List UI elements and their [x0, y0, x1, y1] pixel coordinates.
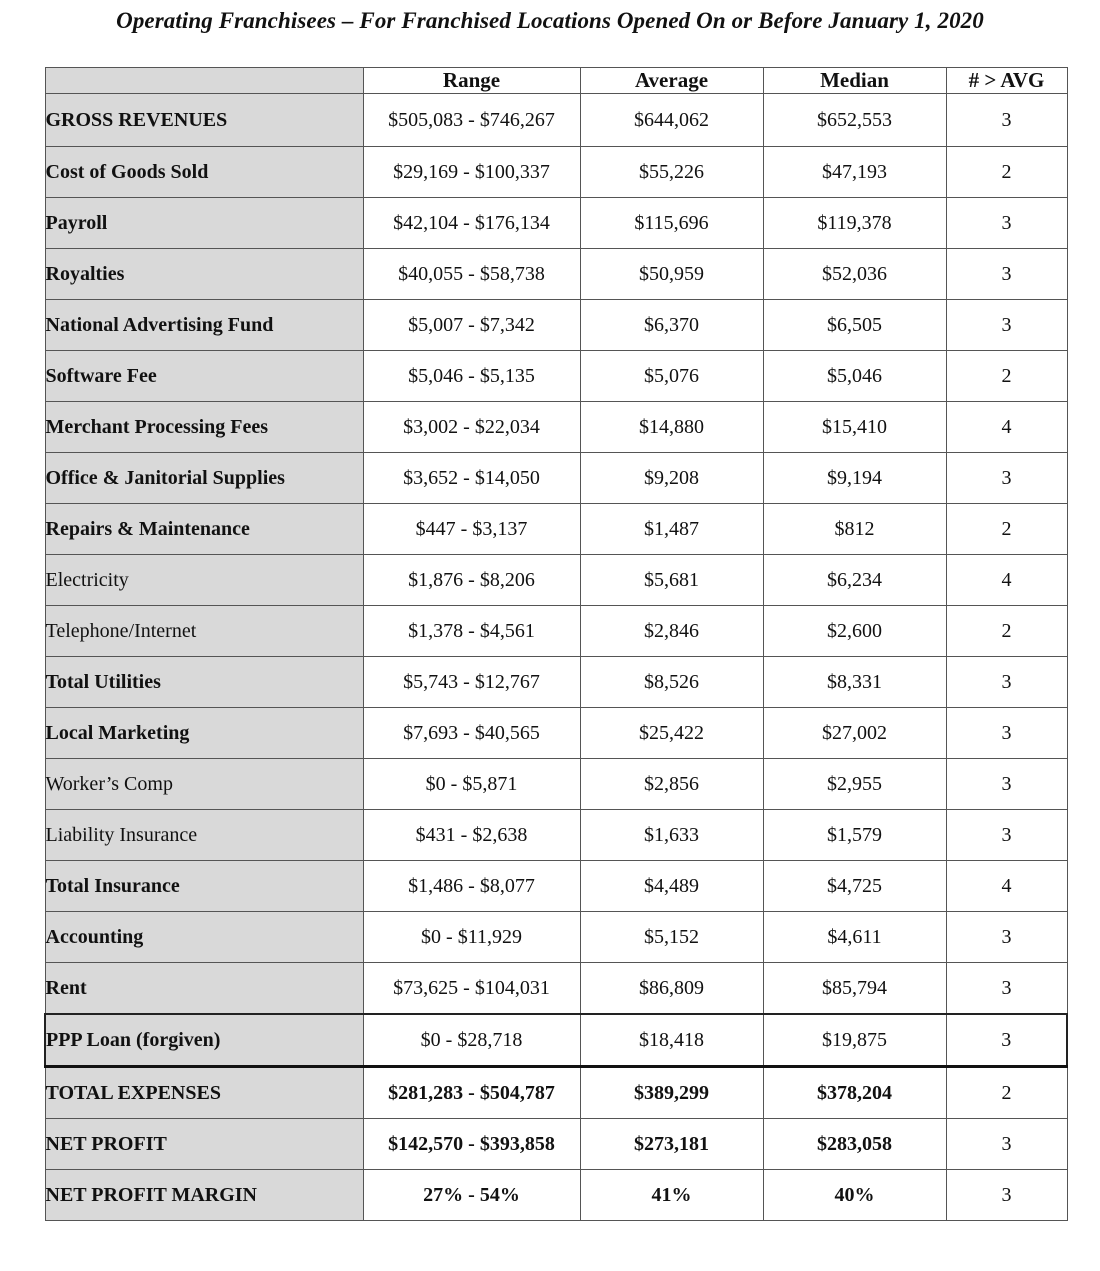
average-cell: $2,856: [580, 759, 763, 810]
table-row: [45, 453, 1067, 504]
average-cell: $5,152: [580, 912, 763, 963]
count-cell: 2: [946, 351, 1067, 402]
count-cell: 3: [946, 912, 1067, 963]
row-label: Royalties: [45, 249, 363, 300]
row-label: Accounting: [45, 912, 363, 963]
row-label: Total Utilities: [45, 657, 363, 708]
average-cell: $644,062: [580, 94, 763, 147]
median-cell: $378,204: [763, 1067, 946, 1119]
average-cell: $14,880: [580, 402, 763, 453]
row-label: TOTAL EXPENSES: [45, 1067, 363, 1119]
range-cell: $1,876 - $8,206: [363, 555, 580, 606]
table-row: [45, 300, 1067, 351]
range-cell: $1,378 - $4,561: [363, 606, 580, 657]
average-cell: $4,489: [580, 861, 763, 912]
count-cell: 3: [946, 810, 1067, 861]
range-cell: $3,652 - $14,050: [363, 453, 580, 504]
row-label: NET PROFIT MARGIN: [45, 1170, 363, 1221]
range-cell: $42,104 - $176,134: [363, 198, 580, 249]
table-row: [45, 504, 1067, 555]
average-cell: $5,076: [580, 351, 763, 402]
median-cell: $4,725: [763, 861, 946, 912]
column-header-median: Median: [763, 68, 946, 94]
row-label: Cost of Goods Sold: [45, 147, 363, 198]
average-cell: $115,696: [580, 198, 763, 249]
median-cell: $1,579: [763, 810, 946, 861]
row-label: Software Fee: [45, 351, 363, 402]
financial-performance-table: [44, 67, 1068, 1221]
average-cell: $8,526: [580, 657, 763, 708]
row-label: Rent: [45, 963, 363, 1015]
count-cell: 4: [946, 402, 1067, 453]
table-row: [45, 861, 1067, 912]
average-cell: $9,208: [580, 453, 763, 504]
row-label: Payroll: [45, 198, 363, 249]
row-label: Local Marketing: [45, 708, 363, 759]
table-row: [45, 1170, 1067, 1221]
count-cell: 4: [946, 861, 1067, 912]
header-blank-cell: [45, 68, 363, 94]
median-cell: $119,378: [763, 198, 946, 249]
range-cell: $0 - $28,718: [363, 1014, 580, 1067]
range-cell: $5,046 - $5,135: [363, 351, 580, 402]
row-label: GROSS REVENUES: [45, 94, 363, 147]
median-cell: $15,410: [763, 402, 946, 453]
table-row: [45, 147, 1067, 198]
row-label: Telephone/Internet: [45, 606, 363, 657]
average-cell: $50,959: [580, 249, 763, 300]
row-label: Repairs & Maintenance: [45, 504, 363, 555]
table-row: [45, 1014, 1067, 1067]
average-cell: $25,422: [580, 708, 763, 759]
row-label: National Advertising Fund: [45, 300, 363, 351]
average-cell: $1,633: [580, 810, 763, 861]
count-cell: 3: [946, 1014, 1067, 1067]
average-cell: $5,681: [580, 555, 763, 606]
range-cell: $0 - $5,871: [363, 759, 580, 810]
median-cell: $8,331: [763, 657, 946, 708]
range-cell: $7,693 - $40,565: [363, 708, 580, 759]
table-row: [45, 657, 1067, 708]
table-row: [45, 759, 1067, 810]
median-cell: $4,611: [763, 912, 946, 963]
count-cell: 4: [946, 555, 1067, 606]
table-row: [45, 1067, 1067, 1119]
count-cell: 3: [946, 759, 1067, 810]
table-row: [45, 351, 1067, 402]
average-cell: $273,181: [580, 1119, 763, 1170]
median-cell: $2,955: [763, 759, 946, 810]
count-cell: 2: [946, 606, 1067, 657]
median-cell: $85,794: [763, 963, 946, 1015]
count-cell: 3: [946, 963, 1067, 1015]
median-cell: $283,058: [763, 1119, 946, 1170]
document-title: Operating Franchisees – For Franchised Locations Opened On or Before January 1, 2020: [116, 8, 984, 33]
count-cell: 3: [946, 94, 1067, 147]
range-cell: $431 - $2,638: [363, 810, 580, 861]
average-cell: $6,370: [580, 300, 763, 351]
median-cell: $52,036: [763, 249, 946, 300]
range-cell: $447 - $3,137: [363, 504, 580, 555]
count-cell: 2: [946, 504, 1067, 555]
count-cell: 3: [946, 708, 1067, 759]
median-cell: $6,505: [763, 300, 946, 351]
average-cell: $2,846: [580, 606, 763, 657]
table-row: [45, 963, 1067, 1015]
table-row: [45, 249, 1067, 300]
range-cell: $0 - $11,929: [363, 912, 580, 963]
average-cell: $1,487: [580, 504, 763, 555]
median-cell: $652,553: [763, 94, 946, 147]
row-label: NET PROFIT: [45, 1119, 363, 1170]
average-cell: $55,226: [580, 147, 763, 198]
median-cell: $5,046: [763, 351, 946, 402]
median-cell: $19,875: [763, 1014, 946, 1067]
count-cell: 3: [946, 300, 1067, 351]
count-cell: 3: [946, 1119, 1067, 1170]
range-cell: $505,083 - $746,267: [363, 94, 580, 147]
table-row: [45, 912, 1067, 963]
median-cell: $2,600: [763, 606, 946, 657]
column-header-range: Range: [363, 68, 580, 94]
table-row: [45, 810, 1067, 861]
range-cell: $5,007 - $7,342: [363, 300, 580, 351]
row-label: Electricity: [45, 555, 363, 606]
range-cell: $40,055 - $58,738: [363, 249, 580, 300]
table-row: [45, 94, 1067, 147]
table-row: [45, 1119, 1067, 1170]
range-cell: $1,486 - $8,077: [363, 861, 580, 912]
count-cell: 3: [946, 249, 1067, 300]
table-row: [45, 198, 1067, 249]
range-cell: $281,283 - $504,787: [363, 1067, 580, 1119]
average-cell: $389,299: [580, 1067, 763, 1119]
count-cell: 2: [946, 1067, 1067, 1119]
table-header-row: [45, 68, 1067, 94]
range-cell: 27% - 54%: [363, 1170, 580, 1221]
range-cell: $73,625 - $104,031: [363, 963, 580, 1015]
range-cell: $3,002 - $22,034: [363, 402, 580, 453]
row-label: PPP Loan (forgiven): [45, 1014, 363, 1067]
column-header-count-above-average: # > AVG: [946, 68, 1067, 94]
table-row: [45, 555, 1067, 606]
row-label: Liability Insurance: [45, 810, 363, 861]
row-label: Merchant Processing Fees: [45, 402, 363, 453]
row-label: Total Insurance: [45, 861, 363, 912]
median-cell: $9,194: [763, 453, 946, 504]
count-cell: 3: [946, 198, 1067, 249]
range-cell: $142,570 - $393,858: [363, 1119, 580, 1170]
average-cell: 41%: [580, 1170, 763, 1221]
count-cell: 3: [946, 1170, 1067, 1221]
average-cell: $86,809: [580, 963, 763, 1015]
median-cell: $27,002: [763, 708, 946, 759]
median-cell: $812: [763, 504, 946, 555]
column-header-average: Average: [580, 68, 763, 94]
median-cell: $6,234: [763, 555, 946, 606]
count-cell: 3: [946, 453, 1067, 504]
count-cell: 2: [946, 147, 1067, 198]
range-cell: $29,169 - $100,337: [363, 147, 580, 198]
table-row: [45, 708, 1067, 759]
median-cell: 40%: [763, 1170, 946, 1221]
count-cell: 3: [946, 657, 1067, 708]
average-cell: $18,418: [580, 1014, 763, 1067]
median-cell: $47,193: [763, 147, 946, 198]
range-cell: $5,743 - $12,767: [363, 657, 580, 708]
row-label: Office & Janitorial Supplies: [45, 453, 363, 504]
row-label: Worker’s Comp: [45, 759, 363, 810]
table-row: [45, 606, 1067, 657]
table-row: [45, 402, 1067, 453]
